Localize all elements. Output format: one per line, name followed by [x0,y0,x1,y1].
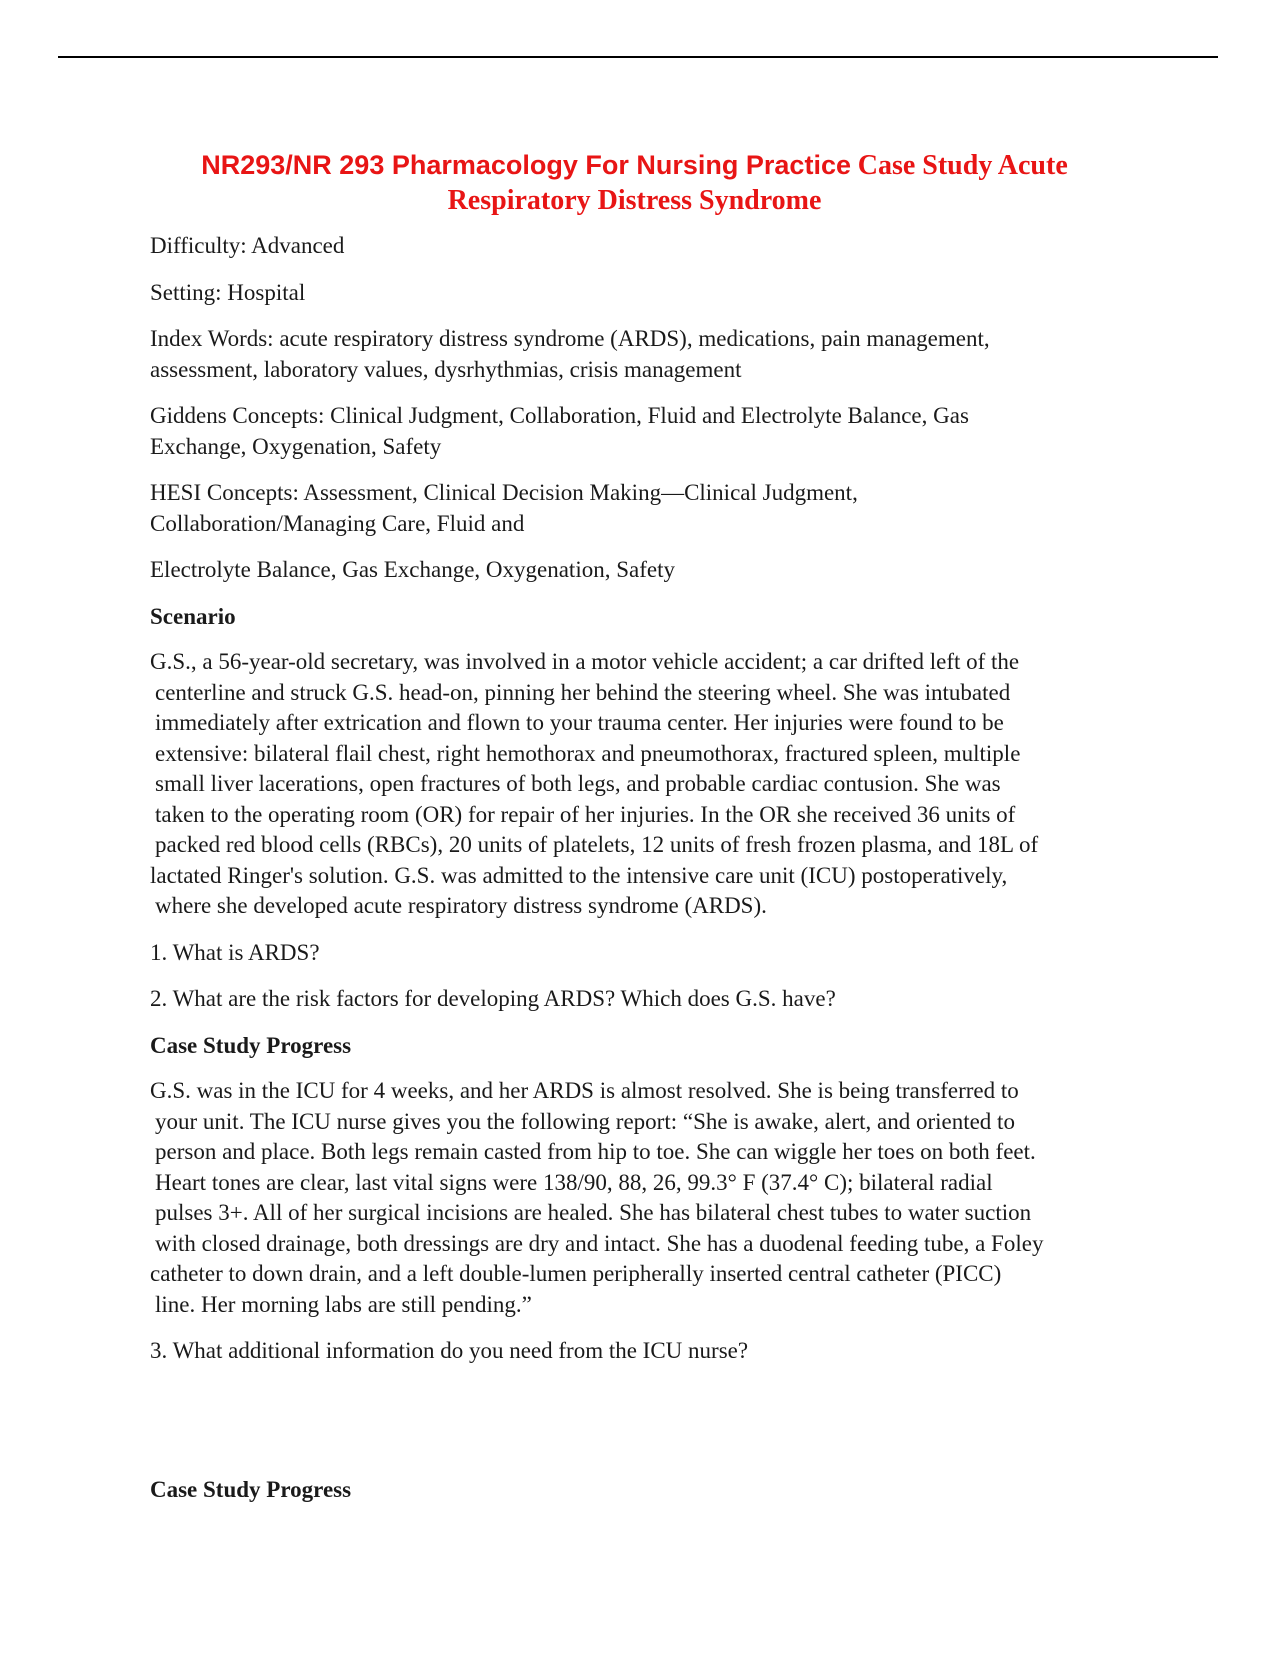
giddens-concepts: Giddens Concepts: Clinical Judgment, Collaboration, Fluid and Electrolyte Balance, Gas Exchange, Oxygenation, Safety [150,403,969,459]
scenario-paragraph: G.S., a 56-year-old secretary, was involved in a motor vehicle accident; a car drifted left of the centerline and struck G.S. head-on, pinning her behind the steering wheel. She was intubated immediately after extrication and flown to your trauma center. Her injuries were found to be extensive: bilateral flail chest, right hemothorax and pneumothorax, fractured spleen, multiple small liver lacerations, open fractures of both legs, and probable cardiac contusion. She was taken to the operating room (OR) for repair of her injuries. In the OR she received 36 units of packed red blood cells (RBCs), 20 units of platelets, 12 units of fresh frozen plasma, and 18L of lactated Ringer's solution. G.S. was admitted to the intensive care unit (ICU) postoperatively, where she developed acute respiratory distress syndrome (ARDS). [150,649,1039,918]
title-case-study: Case Study Acute [857,150,1068,181]
hesi-concepts-continued: Electrolyte Balance, Gas Exchange, Oxygenation, Safety [150,557,675,582]
document-page [150,148,1125,1520]
hesi-concepts: HESI Concepts: Assessment, Clinical Decision Making—Clinical Judgment, Collaboration/Managing Care, Fluid and [150,480,858,536]
document-title [142,148,1127,218]
difficulty: Difficulty: Advanced [150,233,345,258]
progress-heading-1: Case Study Progress [150,1032,352,1058]
answer-space [150,1383,1125,1475]
progress-heading-2: Case Study Progress [150,1476,352,1502]
scenario-heading: Scenario [150,603,236,629]
question-2: 2. What are the risk factors for developing ARDS? Which does G.S. have? [150,986,836,1011]
question-1: 1. What is ARDS? [150,939,320,965]
title-course: NR293/NR 293 Pharmacology For Nursing Practice [201,150,851,180]
title-topic: Respiratory Distress Syndrome [447,185,822,216]
top-rule [58,56,1218,58]
index-words: Index Words: acute respiratory distress syndrome (ARDS), medications, pain management, assessment, laboratory values, dysrhythmias, crisis management [150,326,990,382]
progress-paragraph: G.S. was in the ICU for 4 weeks, and her ARDS is almost resolved. She is being transferred to your unit. The ICU nurse gives you the following report: “She is awake, alert, and oriented to person and place. Both legs remain casted from hip to toe. She can wiggle her toes on both feet. Heart tones are clear, last vital signs were 138/90, 88, 26, 99.3° F (37.4° C); bilateral radial pulses 3+. All of her surgical incisions are healed. She has bilateral chest tubes to water suction with closed drainage, both dressings are dry and intact. She has a duodenal feeding tube, a Foley catheter to down drain, and a left double-lumen peripherally inserted central catheter (PICC) line. Her morning labs are still pending.” [150,1078,1044,1317]
setting: Setting: Hospital [150,279,306,305]
question-3: 3. What additional information do you need from the ICU nurse? [150,1338,749,1363]
